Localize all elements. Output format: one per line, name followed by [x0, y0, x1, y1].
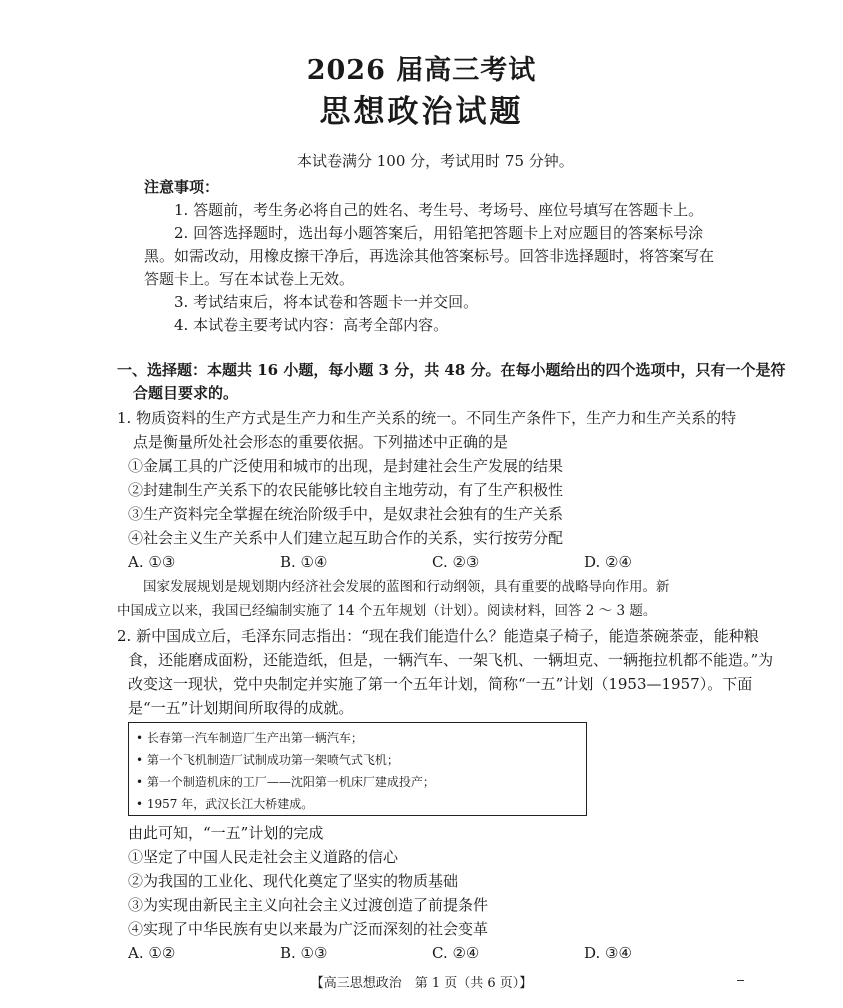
- option-c: C. ②④: [432, 944, 480, 962]
- achievements-box: [128, 722, 587, 816]
- statement-item: ④实现了中华民族有史以来最为广泛而深刻的社会变革: [128, 920, 489, 938]
- question-stem: 改变这一现状，党中央制定并实施了第一个五年计划，简称“一五”计划（1953—1957）。下面: [128, 675, 753, 693]
- corner-mark: [737, 980, 744, 981]
- subject-title: 思想政治试题: [319, 94, 524, 130]
- option-d: D. ③④: [584, 944, 632, 962]
- statement-item: ④社会主义生产关系中人们建立起互助合作的关系，实行按劳分配: [128, 529, 564, 547]
- question-stem: 是“一五”计划期间所取得的成就。: [128, 699, 354, 717]
- material-line: 国家发展规划是规划期内经济社会发展的蓝图和行动纲领，具有重要的战略导向作用。新: [143, 579, 670, 595]
- notice-heading: 注意事项：: [144, 178, 220, 196]
- achievement-item: • 1957 年，武汉长江大桥建成。: [136, 797, 314, 811]
- statement-item: ①金属工具的广泛使用和城市的出现，是封建社会生产发展的结果: [128, 457, 564, 475]
- statement-item: ①坚定了中国人民走社会主义道路的信心: [128, 848, 399, 866]
- section-heading-line: 一、选择题：本题共 16 小题，每小题 3 分，共 48 分。在每小题给出的四个选项中，只有一个是符: [117, 361, 786, 379]
- notice-line: 1. 答题前，考生务必将自己的姓名、考生号、考场号、座位号填写在答题卡上。: [174, 201, 704, 219]
- notice-line: 3. 考试结束后，将本试卷和答题卡一并交回。: [174, 293, 479, 311]
- material-line: 中国成立以来，我国已经编制实施了 14 个五年规划（计划）。阅读材料，回答 2 ～ 3 题。: [117, 603, 657, 619]
- option-c: C. ②③: [432, 553, 480, 571]
- question-stem: 2. 新中国成立后，毛泽东同志指出：“现在我们能造什么？能造桌子椅子，能造茶碗茶壶，能种粮: [117, 627, 759, 645]
- page-footer: 【高三思想政治 第 1 页（共 6 页）】: [310, 976, 533, 991]
- notice-line: 2. 回答选择题时，选出每小题答案后，用铅笔把答题卡上对应题目的答案标号涂: [174, 224, 704, 242]
- exam-title: 2026 届高三考试: [306, 55, 537, 86]
- achievement-item: • 长春第一汽车制造厂生产出第一辆汽车；: [136, 731, 363, 745]
- question-lead: 由此可知，“一五”计划的完成: [128, 824, 324, 842]
- statement-item: ②封建制生产关系下的农民能够比较自主地劳动，有了生产积极性: [128, 481, 564, 499]
- question-stem: 1. 物质资料的生产方式是生产力和生产关系的统一。不同生产条件下，生产力和生产关系的特: [117, 409, 737, 427]
- notice-line: 4. 本试卷主要考试内容：高考全部内容。: [174, 316, 449, 334]
- question-stem: 食，还能磨成面粉，还能造纸，但是，一辆汽车、一架飞机、一辆坦克、一辆拖拉机都不能造。”为: [128, 651, 774, 669]
- statement-item: ③为实现由新民主主义向社会主义过渡创造了前提条件: [128, 896, 489, 914]
- notice-line: 黑。如需改动，用橡皮擦干净后，再选涂其他答案标号。回答非选择题时，将答案写在: [144, 247, 715, 265]
- option-d: D. ②④: [584, 553, 632, 571]
- achievement-item: • 第一个飞机制造厂试制成功第一架喷气式飞机；: [136, 753, 399, 767]
- statement-item: ②为我国的工业化、现代化奠定了坚实的物质基础: [128, 872, 459, 890]
- section-heading-line: 合题目要求的。: [133, 384, 239, 402]
- exam-info: 本试卷满分 100 分，考试用时 75 分钟。: [297, 152, 574, 170]
- option-a: A. ①③: [128, 553, 176, 571]
- notice-line: 答题卡上。写在本试卷上无效。: [144, 270, 355, 288]
- option-a: A. ①②: [128, 944, 176, 962]
- statement-item: ③生产资料完全掌握在统治阶级手中，是奴隶社会独有的生产关系: [128, 505, 564, 523]
- option-b: B. ①③: [280, 944, 328, 962]
- achievement-item: • 第一个制造机床的工厂——沈阳第一机床厂建成投产；: [136, 775, 435, 789]
- question-stem: 点是衡量所处社会形态的重要依据。下列描述中正确的是: [133, 433, 509, 451]
- option-b: B. ①④: [280, 553, 328, 571]
